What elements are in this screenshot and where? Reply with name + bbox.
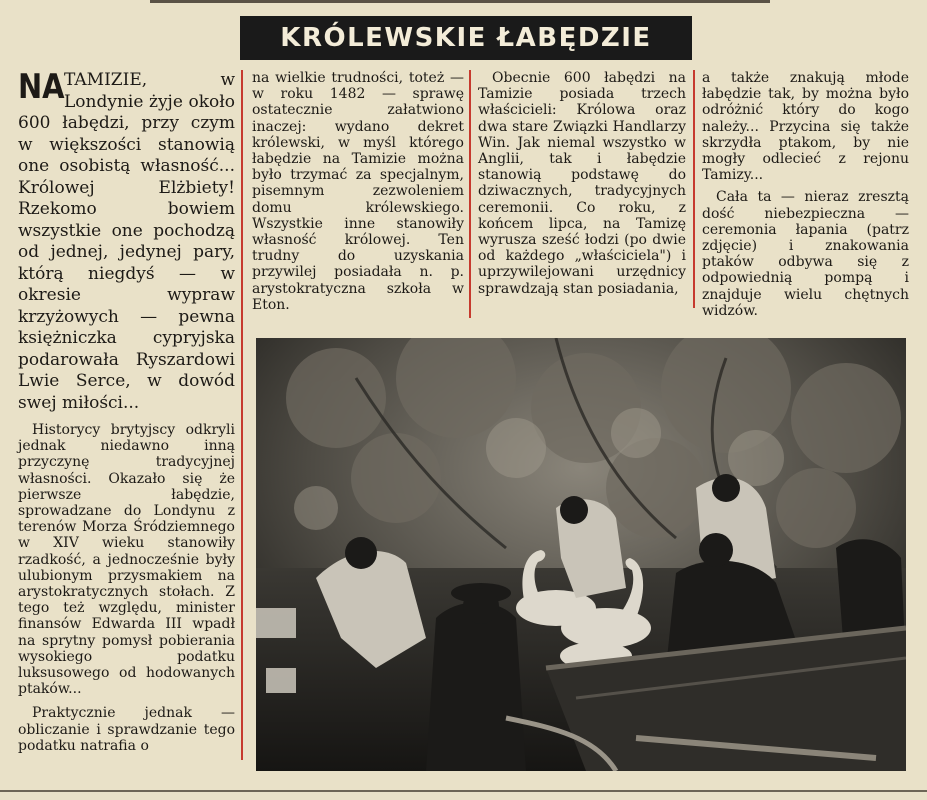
column-1	[18, 67, 235, 754]
bottom-rule	[0, 790, 927, 792]
column-2	[252, 70, 464, 313]
lead-paragraph	[18, 67, 235, 414]
paragraph: Cała ta — nieraz zresztą dość niebezpieczna — ceremonia łapania (patrz zdjęcie) i znakowania ptaków odbywa się z odpowiednią pompą i znajduje wielu chętnych widzów.	[702, 189, 909, 319]
article-title-text: KRÓLEWSKIE ŁABĘDZIE	[280, 23, 652, 53]
paragraph: na wielkie trudności, toteż — w roku 1482 — sprawę ostatecznie załatwiono inaczej: wydano dekret królewski, w myśl którego łabędzie na Tamizie można było trzymać za specjalnym, pisemnym zezwoleniem domu królewskiego. Wszystkie inne stanowiły własność królowej. Ten trudny do uzyskania przywilej posiadała n. p. arystokratyczna szkoła w Eton.	[252, 70, 464, 313]
column-3	[478, 70, 686, 297]
paragraph: Historycy brytyjscy odkryli jednak niedawno inną przyczynę tradycyjnej własności. Okazało się że pierwsze łabędzie, sprowadzane do Londynu z terenów Morza Śródziemnego w XIV wieku stanowiły rzadkość, a jednocześnie były ulubionym przysmakiem na arystokratycznych stołach. Z tego też względu, minister finansów Edwarda III wpadł na sprytny pomysł pobierania wysokiego podatku luksusowego od hodowanych ptaków...	[18, 422, 235, 698]
swan-upping-photo	[256, 338, 906, 771]
drop-cap: NA	[18, 67, 65, 107]
column-divider-3	[693, 70, 695, 308]
paragraph: Praktycznie jednak — obliczanie i sprawdzanie tego podatku natrafia o	[18, 705, 235, 754]
top-rule	[150, 0, 770, 3]
column-divider-1	[241, 70, 243, 760]
column-divider-2	[469, 70, 471, 318]
paragraph: a także znakują młode łabędzie tak, by można było odróżnić który do kogo należy... Przycina się także skrzydła ptakom, by nie mogły odlecieć z rejonu Tamizy...	[702, 70, 909, 184]
photo-illustration	[256, 338, 906, 771]
column-4	[702, 70, 909, 319]
paragraph: Obecnie 600 łabędzi na Tamizie posiada trzech właścicieli: Królowa oraz dwa stare Związki Handlarzy Win. Jak niemal wszystko w Anglii, tak i łabędzie stanowią podstawę do dziwacznych, tradycyjnych ceremonii. Co roku, z końcem lipca, na Tamizę wyrusza sześć łodzi (po dwie od każdego „właściciela") i uprzywilejowani urzędnicy sprawdzają stan posiadania,	[478, 70, 686, 297]
lead-text: TAMIZIE, w Londynie żyje około 600 łabędzi, przy czym w większości stanowią one osobistą własność... Królowej Elżbiety! Rzekomo bowiem wszystkie one pochodzą od jednej, jedynej pary, którą niegdyś — w okresie wypraw krzyżowych — pewna księżniczka cypryjska podarowała Ryszardowi Lwie Serce, w dowód swej miłości...	[18, 70, 235, 413]
article-title	[240, 16, 692, 60]
